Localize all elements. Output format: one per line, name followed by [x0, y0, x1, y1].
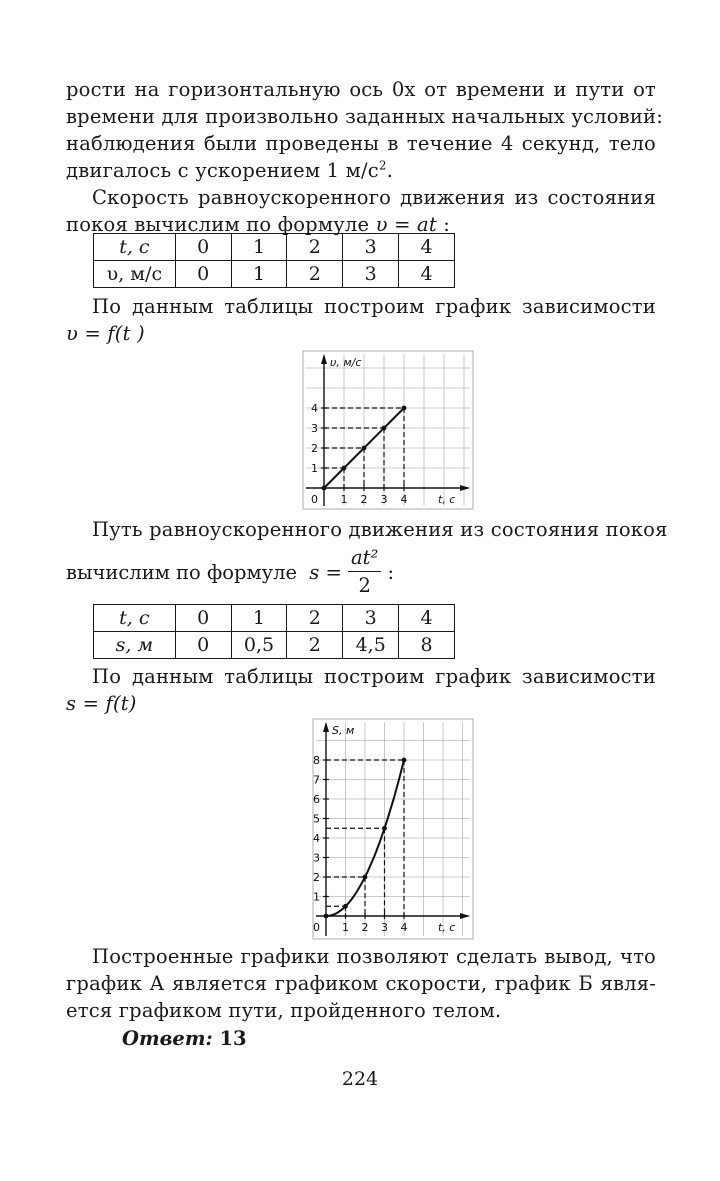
table-header-cell: t, с: [94, 234, 176, 261]
y-tick-label: 5: [313, 812, 320, 826]
conclusion-paragraph: [66, 943, 656, 1024]
y-tick-label: 1: [311, 462, 318, 475]
path-formula-numerator: at²: [348, 544, 381, 572]
table-cell: 0: [175, 605, 231, 632]
table-cell: 1: [231, 605, 287, 632]
path-formula-fraction: [348, 544, 381, 599]
table-cell: 1: [231, 234, 287, 261]
y-tick-label: 1: [313, 890, 320, 904]
y-axis-arrow: [323, 722, 329, 732]
table-header-cell: υ, м/с: [94, 261, 176, 288]
x-axis-label: t, с: [438, 921, 456, 934]
table-cell: 0,5: [231, 632, 287, 659]
table-cell: 0: [175, 632, 231, 659]
y-tick-label: 4: [311, 402, 318, 415]
y-tick-label: 3: [313, 851, 320, 865]
x-tick-label: 2: [361, 921, 369, 934]
origin-label: 0: [311, 493, 318, 506]
answer-label: Ответ:: [122, 1027, 213, 1050]
data-point: [342, 466, 347, 471]
data-point: [382, 826, 387, 831]
path-formula-lhs: s =: [309, 561, 342, 584]
graph-s-paragraph: [66, 663, 656, 717]
intro-last-post: .: [386, 159, 394, 182]
path-line-2-colon: :: [387, 561, 395, 584]
conclusion-line-2: график А является графиком скорости, график Б явля-: [66, 972, 656, 995]
page-number: 224: [341, 1068, 379, 1090]
path-paragraph: [66, 516, 668, 543]
path-table: [93, 604, 455, 659]
table-cell: 0: [175, 261, 231, 288]
graph-s-line-2: s = f(t): [66, 692, 137, 715]
x-axis-arrow: [460, 485, 470, 491]
conclusion-line-3: ется графиком пути, пройденного телом.: [66, 999, 502, 1022]
table-cell: 8: [399, 632, 455, 659]
table-row: [94, 605, 455, 632]
x-tick-label: 2: [360, 493, 368, 506]
answer-line: [122, 1025, 247, 1052]
origin-label: 0: [313, 921, 320, 934]
answer-value: 13: [219, 1027, 247, 1050]
x-tick-label: 4: [400, 921, 408, 934]
path-formula-line: [66, 548, 394, 599]
table-cell: 4: [399, 261, 455, 288]
y-tick-label: 8: [313, 754, 320, 767]
data-point: [343, 904, 348, 909]
velocity-chart: [302, 350, 474, 510]
graph-s-line-1: По данным таблицы построим график зависимости: [92, 665, 656, 688]
chart-frame: [303, 351, 473, 509]
x-tick-label: 1: [342, 921, 349, 934]
speed-table: [93, 233, 455, 288]
table-cell: 4: [399, 605, 455, 632]
data-point: [322, 486, 327, 491]
table-row: [94, 632, 455, 659]
conclusion-line-1: Построенные графики позволяют сделать вывод, что: [92, 945, 656, 968]
table-row: [94, 234, 455, 261]
table-cell: 2: [287, 261, 343, 288]
table-cell: 3: [343, 261, 399, 288]
intro-line-4: [66, 157, 656, 184]
x-tick-label: 3: [381, 921, 388, 934]
x-tick-label: 3: [380, 493, 388, 506]
graph-v-paragraph: [66, 293, 656, 347]
table-header-cell: t, с: [94, 605, 176, 632]
speed-line-1: Скорость равноускоренного движения из состояния: [92, 186, 656, 209]
table-row: [94, 261, 455, 288]
path-formula-denominator: 2: [358, 574, 371, 597]
graph-v-line-2: υ = f(t ): [66, 322, 145, 345]
speed-paragraph: [66, 184, 656, 238]
table-cell: 3: [343, 234, 399, 261]
data-point: [402, 758, 407, 763]
speed-formula: υ = at: [375, 213, 437, 236]
y-tick-label: 2: [311, 442, 318, 455]
table-cell: 2: [287, 605, 343, 632]
intro-line-2: времени для произвольно заданных начальных условий:: [66, 105, 664, 128]
speed-line-2-colon: :: [443, 213, 451, 236]
table-cell: 2: [287, 234, 343, 261]
table-cell: 4: [399, 234, 455, 261]
data-point: [382, 426, 387, 431]
speed-line-2-text: покоя вычислим по формуле: [66, 213, 370, 236]
y-tick-label: 7: [313, 773, 320, 787]
y-axis-label: S, м: [332, 724, 355, 737]
intro-line-1: рости на горизонтальную ось 0x от времени и пути от: [66, 78, 656, 101]
table-cell: 3: [343, 605, 399, 632]
intro-last-sup: 2: [378, 158, 387, 173]
y-axis-arrow: [321, 354, 327, 364]
x-axis-label: t, с: [438, 493, 456, 506]
y-axis-label: υ, м/с: [330, 356, 362, 369]
graph-v-line-1: По данным таблицы построим график зависимости: [92, 295, 656, 318]
table-header-cell: s, м: [94, 632, 176, 659]
intro-paragraph: [66, 76, 664, 184]
y-tick-label: 4: [313, 832, 320, 845]
table-cell: 4,5: [343, 632, 399, 659]
data-point: [402, 406, 407, 411]
data-point: [324, 914, 329, 919]
path-chart: [312, 718, 474, 940]
table-cell: 1: [231, 261, 287, 288]
x-tick-label: 1: [340, 493, 348, 506]
y-tick-label: 6: [313, 793, 320, 806]
path-line-2-text: вычислим по формуле: [66, 561, 298, 584]
data-point: [363, 875, 368, 880]
intro-last-text: двигалось с ускорением 1 м/с: [66, 159, 379, 182]
y-tick-label: 3: [311, 422, 318, 435]
data-point: [362, 446, 367, 451]
path-line-1: Путь равноускоренного движения из состояния покоя: [92, 518, 668, 541]
intro-line-3: наблюдения были проведены в течение 4 секунд, тело: [66, 132, 656, 155]
x-axis-arrow: [460, 913, 470, 919]
y-tick-label: 2: [313, 871, 320, 884]
table-cell: 2: [287, 632, 343, 659]
table-cell: 0: [175, 234, 231, 261]
x-tick-label: 4: [400, 493, 408, 506]
